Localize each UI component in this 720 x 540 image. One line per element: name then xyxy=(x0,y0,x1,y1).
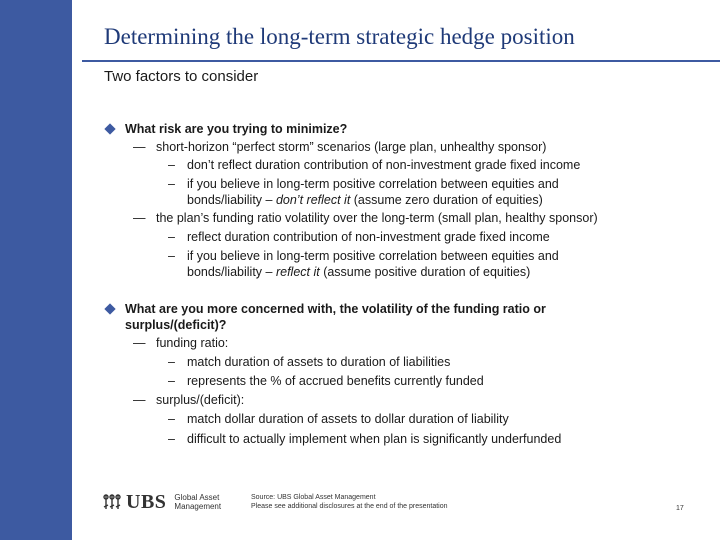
en-dash-marker: – xyxy=(168,355,175,369)
diamond-bullet-icon xyxy=(104,123,115,134)
source-note: Source: UBS Global Asset Management xyxy=(251,494,376,501)
section1-point-a: short-horizon “perfect storm” scenarios (large plan, unhealthy sponsor) xyxy=(156,140,547,154)
logo-subtitle: Global Asset Management xyxy=(174,493,222,511)
ubs-logo xyxy=(102,491,221,513)
section2-heading-line2: surplus/(deficit)? xyxy=(125,318,227,332)
section1-point-b1: reflect duration contribution of non-investment grade fixed income xyxy=(187,230,550,244)
disclosure-note: Please see additional disclosures at the end of the presentation xyxy=(251,503,448,510)
emphasis-text: don’t reflect it xyxy=(275,193,351,207)
page-number: 17 xyxy=(676,505,684,512)
section1-point-a2-line2: bonds/liability – don’t reflect it (assume zero duration of equities) xyxy=(187,193,543,207)
section1-point-a1: don’t reflect duration contribution of non-investment grade fixed income xyxy=(187,158,581,172)
section2-point-a2: represents the % of accrued benefits currently funded xyxy=(187,374,484,388)
en-dash-marker: – xyxy=(168,177,175,191)
em-dash-marker: — xyxy=(133,211,146,225)
section2-point-b1: match dollar duration of assets to dollar duration of liability xyxy=(187,412,509,426)
en-dash-marker: – xyxy=(168,412,175,426)
section2-point-a: funding ratio: xyxy=(156,336,229,350)
en-dash-marker: – xyxy=(168,432,175,446)
section1-point-a2-line1: if you believe in long-term positive correlation between equities and xyxy=(187,177,559,191)
title-divider xyxy=(82,60,720,62)
em-dash-marker: — xyxy=(133,336,146,350)
logo-wordmark: UBS xyxy=(126,490,167,513)
footer-notes xyxy=(251,493,448,511)
section2-point-b2: difficult to actually implement when plan is significantly underfunded xyxy=(187,432,562,446)
section1-point-b2-line1: if you believe in long-term positive correlation between equities and xyxy=(187,249,559,263)
em-dash-marker: — xyxy=(133,393,146,407)
diamond-bullet-icon xyxy=(104,303,115,314)
page-subtitle: Two factors to consider xyxy=(104,68,259,85)
en-dash-marker: – xyxy=(168,249,175,263)
page-title: Determining the long-term strategic hedge position xyxy=(104,24,575,49)
section1-point-b2-line2: bonds/liability – reflect it (assume positive duration of equities) xyxy=(187,265,531,279)
section1-point-b: the plan’s funding ratio volatility over the long-term (small plan, healthy sponsor) xyxy=(156,211,598,225)
em-dash-marker: — xyxy=(133,140,146,154)
sidebar-band xyxy=(0,0,72,540)
en-dash-marker: – xyxy=(168,230,175,244)
section2-heading-line1: What are you more concerned with, the volatility of the funding ratio or xyxy=(125,302,546,316)
en-dash-marker: – xyxy=(168,158,175,172)
ubs-keys-icon xyxy=(102,492,122,512)
section1-heading: What risk are you trying to minimize? xyxy=(125,122,348,136)
section2-point-a1: match duration of assets to duration of liabilities xyxy=(187,355,451,369)
section2-point-b: surplus/(deficit): xyxy=(156,393,245,407)
en-dash-marker: – xyxy=(168,374,175,388)
emphasis-text: reflect it xyxy=(275,265,320,279)
